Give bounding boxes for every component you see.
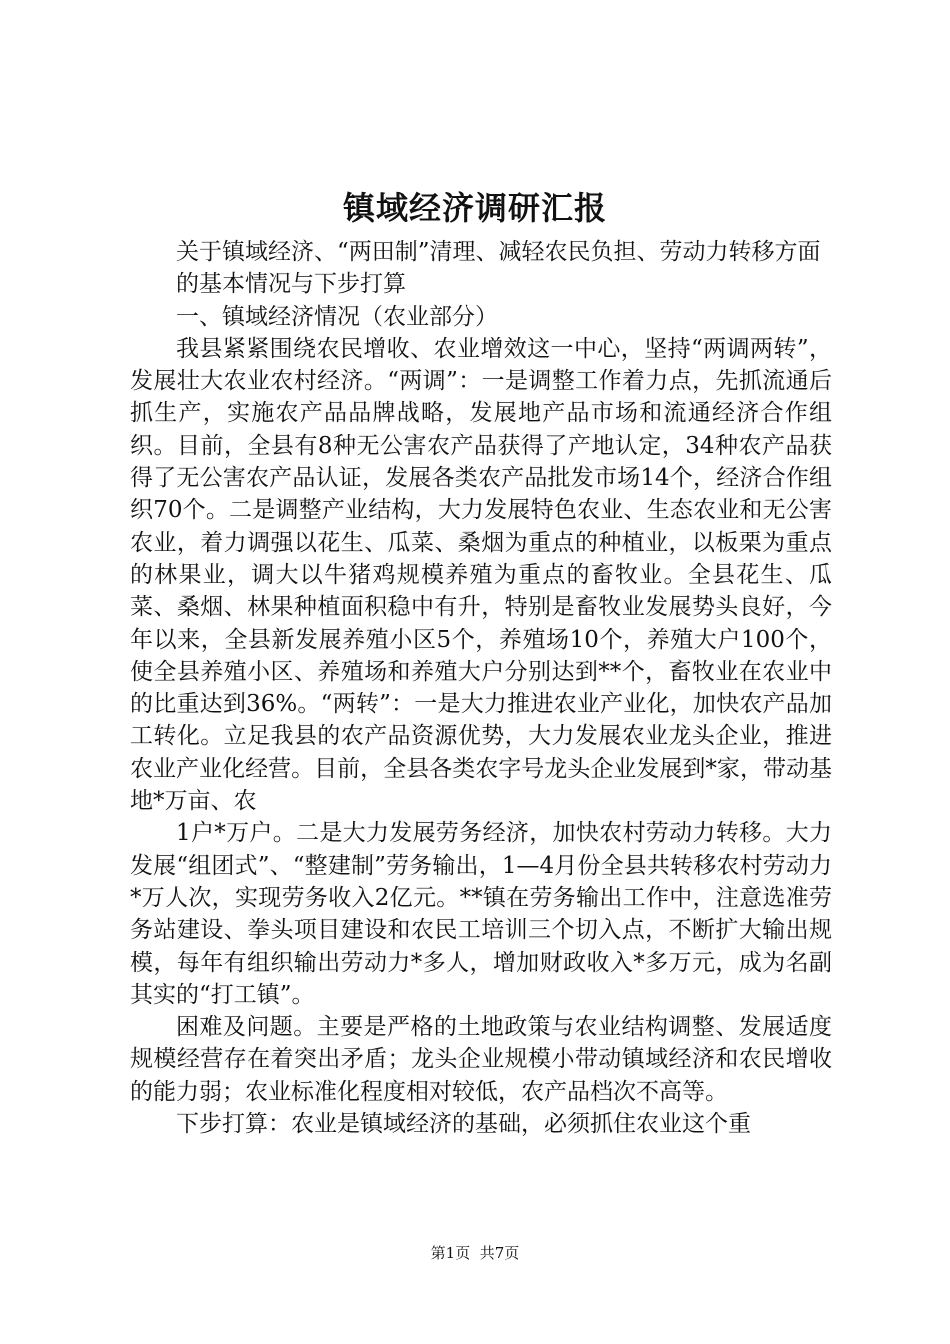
page-number-total: 共7页 (479, 1244, 520, 1262)
page-number-current: 第1页 (430, 1244, 471, 1262)
paragraph-agriculture: 我县紧紧围绕农民增收、农业增效这一中心，坚持“两调两转”，发展壮大农业农村经济。“两调”：一是调整工作着力点，先抓流通后抓生产，实施农产品品牌战略，发展地产品市场和流通经济合作组织。目前，全县有8种无公害农产品获得了产地认定，34种农产品获得了无公害农产品认证，发展各类农产品批发市场14个，经济合作组织70个。二是调整产业结构，大力发展特色农业、生态农业和无公害农业，着力调强以花生、瓜菜、桑烟为重点的种植业，以板栗为重点的林果业，调大以牛猪鸡规模养殖为重点的畜牧业。全县花生、瓜菜、桑烟、林果种植面积稳中有升，特别是畜牧业发展势头良好，今年以来，全县新发展养殖小区5个，养殖场10个，养殖大户100个，使全县养殖小区、养殖场和养殖大户分别达到**个，畜牧业在农业中的比重达到36%。“两转”：一是大力推进农业产业化，加快农产品加工转化。立足我县的农产品资源优势，大力发展农业龙头企业，推进农业产业化经营。目前，全县各类农字号龙头企业发展到*家，带动基地*万亩、农 (130, 335, 832, 815)
paragraph-problems: 困难及问题。主要是严格的土地政策与农业结构调整、发展适度规模经营存在着突出矛盾；龙头企业规模小带动镇域经济和农民增收的能力弱；农业标准化程度相对较低，农产品档次不高等。 (130, 1014, 832, 1105)
section-heading: 一、镇域经济情况（农业部分） (176, 303, 498, 330)
document-body (130, 236, 832, 1140)
paragraph-intro-1: 关于镇域经济、“两田制”清理、减轻农民负担、劳动力转移方面 (176, 239, 821, 265)
paragraph-intro-2: 的基本情况与下步打算 (176, 271, 406, 298)
document-title: 镇域经济调研汇报 (342, 189, 607, 227)
page-footer (0, 1242, 950, 1264)
paragraph-next-steps: 下步打算：农业是镇域经济的基础，必须抓住农业这个重 (176, 1111, 751, 1138)
paragraph-labor: 1户*万户。二是大力发展劳务经济，加快农村劳动力转移。大力发展“组团式”、“整建制”劳务输出，1—4月份全县共转移农村劳动力*万人次，实现劳务收入2亿元。**镇在劳务输出工作中，注意选准劳务站建设、拳头项目建设和农民工培训三个切入点，不断扩大输出规模，每年有组织输出劳动力*多人，增加财政收入*多万元，成为名副其实的“打工镇”。 (130, 820, 832, 1008)
